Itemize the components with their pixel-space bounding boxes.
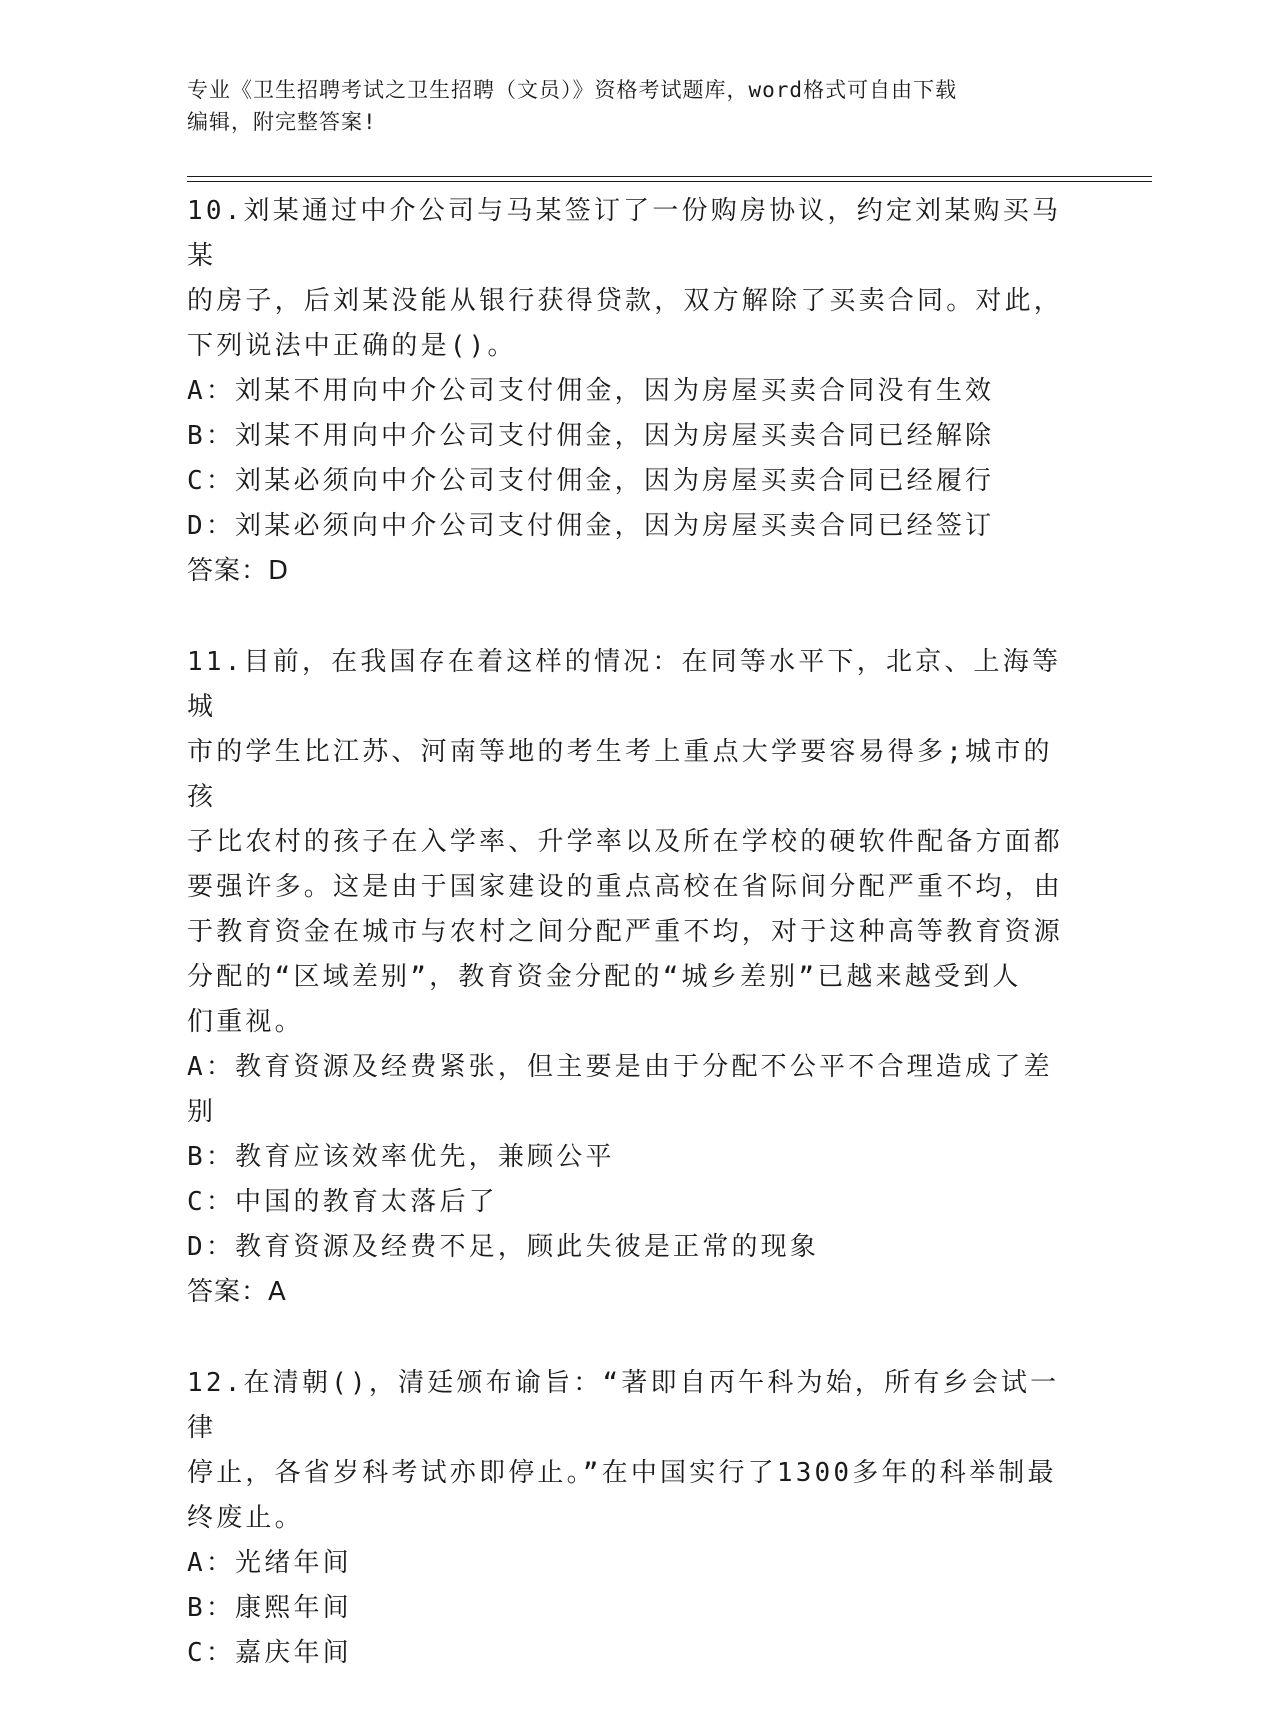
header-divider [187, 176, 1152, 177]
option-b: B：刘某不用向中介公司支付佣金，因为房屋买卖合同已经解除 [187, 421, 995, 451]
option-a: A：刘某不用向中介公司支付佣金，因为房屋买卖合同没有生效 [187, 376, 995, 406]
option-a: A：光绪年间 [187, 1548, 352, 1578]
option-b: B：教育应该效率优先，兼顾公平 [187, 1142, 615, 1172]
question-10 [187, 189, 1067, 594]
question-stem-line: 们重视。 [187, 1007, 304, 1037]
question-stem-line: 市的学生比江苏、河南等地的考生考上重点大学要容易得多;城市的孩 [187, 737, 1053, 812]
question-list [187, 189, 1067, 1722]
question-11 [187, 640, 1067, 1315]
header-line: 专业《卫生招聘考试之卫生招聘（文员）》资格考试题库，word格式可自由下载 [187, 78, 958, 102]
answer: 答案：D [187, 556, 290, 586]
question-stem-line: 要强许多。这是由于国家建设的重点高校在省际间分配严重不均，由 [187, 872, 1064, 902]
option-d: D：刘某必须向中介公司支付佣金，因为房屋买卖合同已经签订 [187, 511, 995, 541]
option-c: C：嘉庆年间 [187, 1638, 352, 1668]
header-divider [187, 181, 1152, 182]
question-stem-line: 停止，各省岁科考试亦即停止。”在中国实行了1300多年的科举制最 [187, 1458, 1057, 1488]
question-stem-line: 子比农村的孩子在入学率、升学率以及所在学校的硬软件配备方面都 [187, 827, 1064, 857]
question-12 [187, 1361, 1067, 1676]
option-c: C：刘某必须向中介公司支付佣金，因为房屋买卖合同已经履行 [187, 466, 995, 496]
question-stem-line: 分配的“区域差别”，教育资金分配的“城乡差别”已越来越受到人 [187, 962, 1022, 992]
header-line: 编辑，附完整答案! [187, 110, 377, 134]
answer: 答案：A [187, 1277, 287, 1307]
question-stem-line: 的房子，后刘某没能从银行获得贷款，双方解除了买卖合同。对此， [187, 286, 1064, 316]
question-stem-line: 终废止。 [187, 1503, 304, 1533]
question-stem-line: 12.在清朝()，清廷颁布谕旨：“著即自丙午科为始，所有乡会试一律 [187, 1368, 1060, 1443]
option-a: A：教育资源及经费紧张，但主要是由于分配不公平不合理造成了差别 [187, 1052, 1053, 1127]
question-stem-line: 下列说法中正确的是()。 [187, 331, 517, 361]
option-b: B：康熙年间 [187, 1593, 352, 1623]
question-stem-line: 11.目前，在我国存在着这样的情况：在同等水平下，北京、上海等城 [187, 647, 1062, 722]
option-d: D：教育资源及经费不足，顾此失彼是正常的现象 [187, 1232, 820, 1262]
question-stem-line: 10.刘某通过中介公司与马某签订了一份购房协议，约定刘某购买马某 [187, 196, 1062, 271]
question-stem-line: 于教育资金在城市与农村之间分配严重不均，对于这种高等教育资源 [187, 917, 1064, 947]
document-header [187, 74, 1067, 138]
option-c: C：中国的教育太落后了 [187, 1187, 498, 1217]
